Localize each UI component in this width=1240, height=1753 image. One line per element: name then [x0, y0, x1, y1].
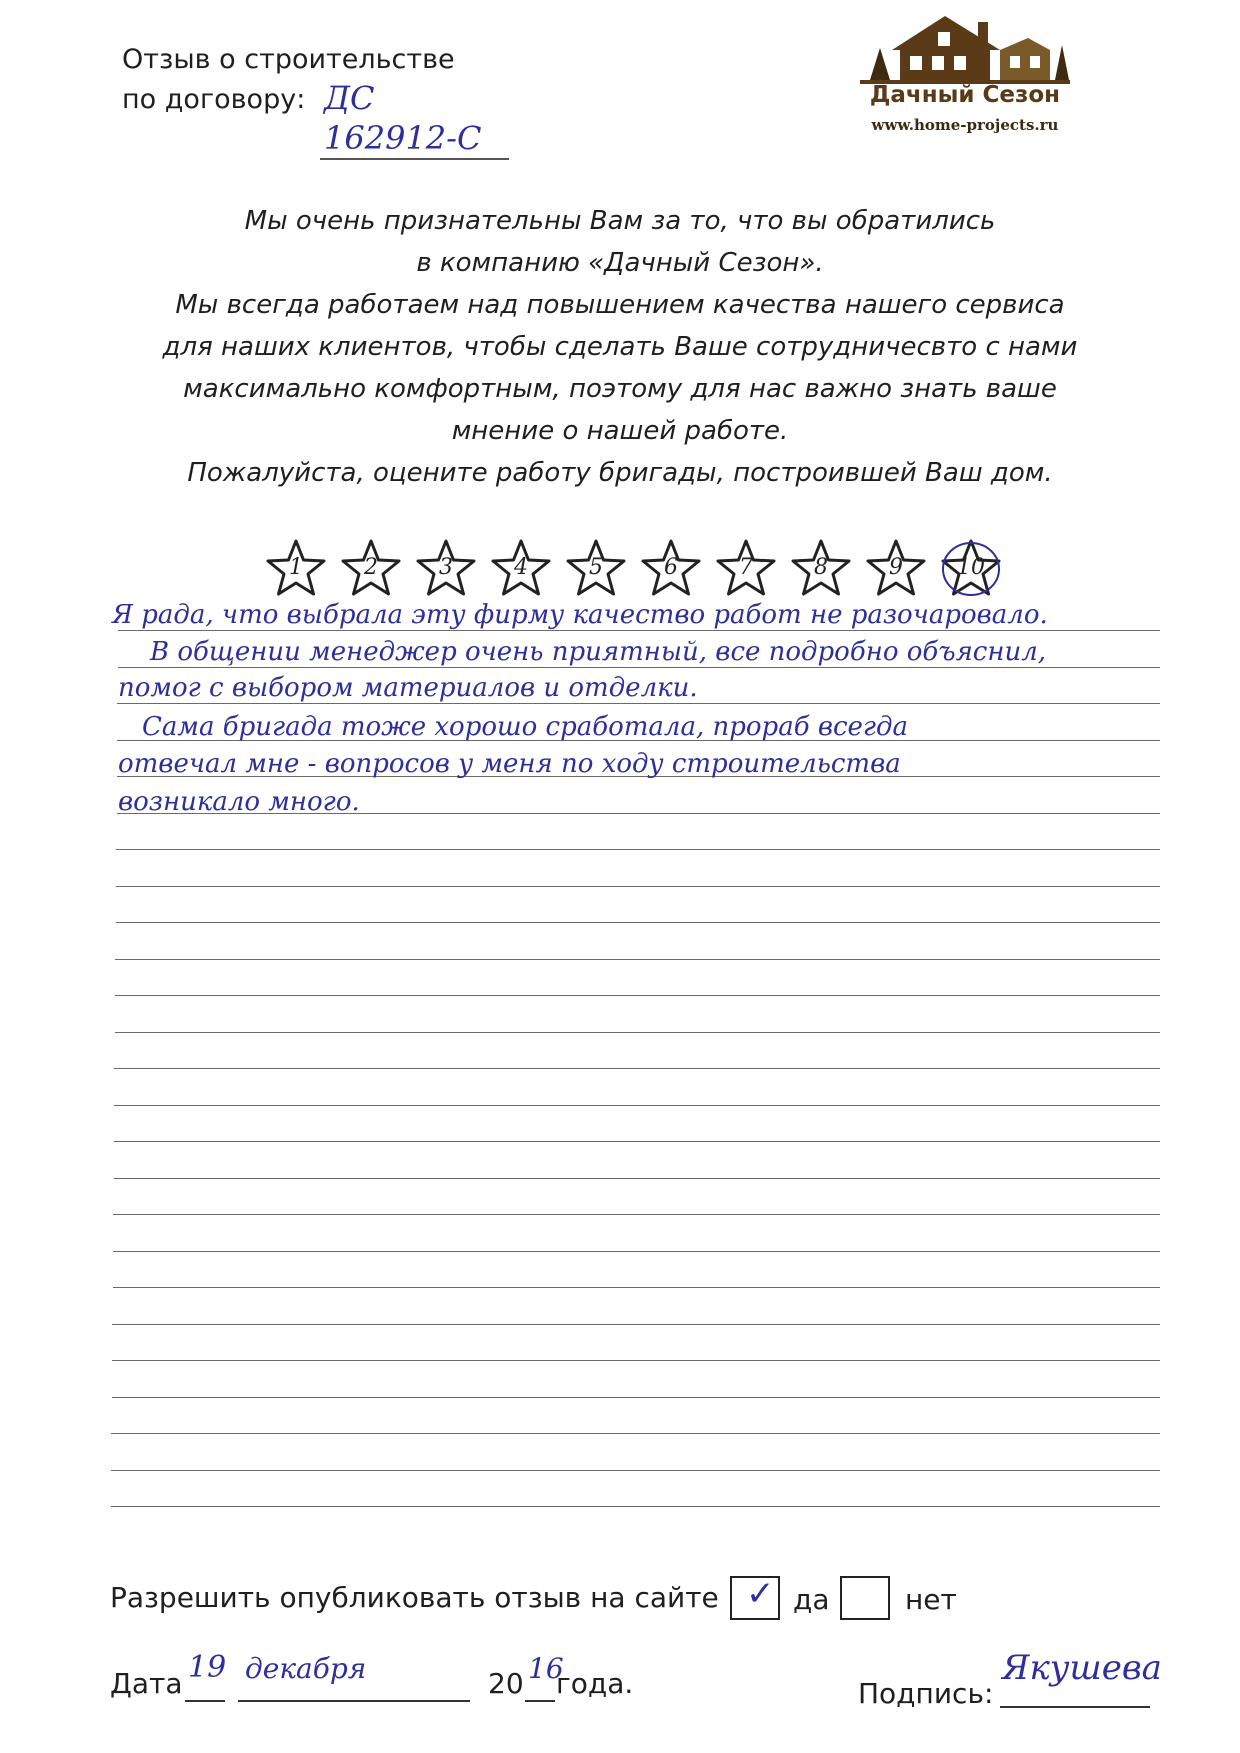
rating-star-label: 8: [814, 555, 828, 580]
ruled-line: [112, 1360, 1160, 1361]
ruled-line: [114, 1068, 1160, 1069]
signature-label: Подпись:: [858, 1677, 994, 1710]
rating-star-2[interactable]: [340, 538, 402, 600]
ruled-line: [117, 703, 1160, 704]
date-year-prefix: 20: [488, 1667, 524, 1700]
check-icon: ✓: [746, 1574, 775, 1614]
rating-star-6[interactable]: [640, 538, 702, 600]
rating-star-label: 1: [289, 555, 303, 580]
ruled-line: [116, 922, 1160, 923]
ruled-line: [111, 1470, 1160, 1471]
publish-yes-label: да: [793, 1583, 830, 1616]
date-year-underline: [525, 1700, 555, 1702]
ruled-line: [113, 1287, 1160, 1288]
intro-line: максимально комфортным, поэтому для нас важно знать ваше: [183, 374, 1057, 404]
ruled-line: [115, 959, 1160, 960]
ruled-line: [114, 1141, 1160, 1142]
review-line: отвечал мне - вопросов у меня по ходу строительства: [118, 749, 901, 779]
publish-no-label: нет: [905, 1583, 957, 1616]
review-line: Я рада, что выбрала эту фирму качество работ не разочаровало.: [112, 600, 1048, 630]
date-year-field[interactable]: 16: [528, 1652, 564, 1685]
ruled-line: [114, 1105, 1160, 1106]
rating-stars: [265, 538, 1045, 608]
rating-star-4[interactable]: [490, 538, 552, 600]
form-title: Отзыв о строительстве: [122, 44, 455, 75]
rating-star-label: 10: [957, 555, 985, 580]
review-line: возникало много.: [118, 787, 360, 817]
house-logo-icon: [850, 10, 1080, 90]
ruled-line: [116, 849, 1160, 850]
rating-star-label: 3: [439, 555, 453, 580]
ruled-line: [111, 1433, 1160, 1434]
intro-line: в компанию «Дачный Сезон».: [416, 248, 824, 278]
signature-field[interactable]: Якушева: [1002, 1648, 1162, 1688]
ruled-line: [116, 886, 1160, 887]
ruled-line: [113, 1214, 1160, 1215]
logo-url: www.home-projects.ru: [871, 116, 1059, 134]
ruled-line: [114, 1178, 1161, 1179]
rating-star-label: 7: [739, 555, 753, 580]
publish-no-checkbox[interactable]: [840, 1576, 890, 1620]
intro-line: для наших клиентов, чтобы сделать Ваше сотрудничесвто с нами: [162, 332, 1078, 362]
contract-number-field[interactable]: ДС 162912-С: [320, 78, 509, 160]
contract-label: по договору:: [122, 84, 306, 115]
review-line: помог с выбором материалов и отделки.: [118, 673, 698, 703]
intro-line: Пожалуйста, оцените работу бригады, построившей Ваш дом.: [187, 458, 1053, 488]
review-line: В общении менеджер очень приятный, все подробно объяснил,: [150, 637, 1047, 667]
date-month-field[interactable]: декабря: [245, 1652, 367, 1685]
ruled-line: [118, 667, 1160, 668]
date-label: Дата: [110, 1667, 183, 1700]
rating-star-3[interactable]: [415, 538, 477, 600]
rating-star-label: 2: [364, 555, 378, 580]
ruled-line: [111, 1506, 1160, 1507]
intro-line: Мы очень признательны Вам за то, что вы обратились: [244, 206, 996, 236]
review-line: Сама бригада тоже хорошо сработала, прораб всегда: [142, 712, 909, 742]
publish-question: Разрешить опубликовать отзыв на сайте: [110, 1581, 719, 1614]
ruled-line: [115, 995, 1160, 996]
logo-name: Дачный Сезон: [869, 82, 1061, 108]
publish-yes-checkbox[interactable]: [730, 1576, 780, 1620]
ruled-line: [115, 1032, 1160, 1033]
rating-star-8[interactable]: [790, 538, 852, 600]
intro-text: [120, 200, 1120, 494]
rating-star-label: 5: [589, 555, 603, 580]
date-year-word: года.: [556, 1667, 634, 1700]
ruled-line: [118, 630, 1160, 631]
rating-star-label: 6: [664, 555, 678, 580]
intro-line: мнение о нашей работе.: [451, 416, 789, 446]
signature-underline: [1000, 1706, 1150, 1708]
ruled-line: [113, 1251, 1160, 1252]
ruled-line: [112, 1397, 1160, 1398]
rating-star-label: 9: [889, 555, 903, 580]
rating-star-label: 4: [514, 555, 528, 580]
rating-star-9[interactable]: [865, 538, 927, 600]
ruled-line: [112, 1324, 1160, 1325]
rating-star-1[interactable]: [265, 538, 327, 600]
date-month-underline: [238, 1700, 470, 1702]
rating-star-5[interactable]: [565, 538, 627, 600]
date-day-field[interactable]: 19: [188, 1650, 227, 1685]
rating-star-7[interactable]: [715, 538, 777, 600]
rating-star-10[interactable]: [940, 538, 1002, 600]
intro-line: Мы всегда работаем над повышением качества нашего сервиса: [175, 290, 1065, 320]
date-day-underline: [185, 1700, 225, 1702]
